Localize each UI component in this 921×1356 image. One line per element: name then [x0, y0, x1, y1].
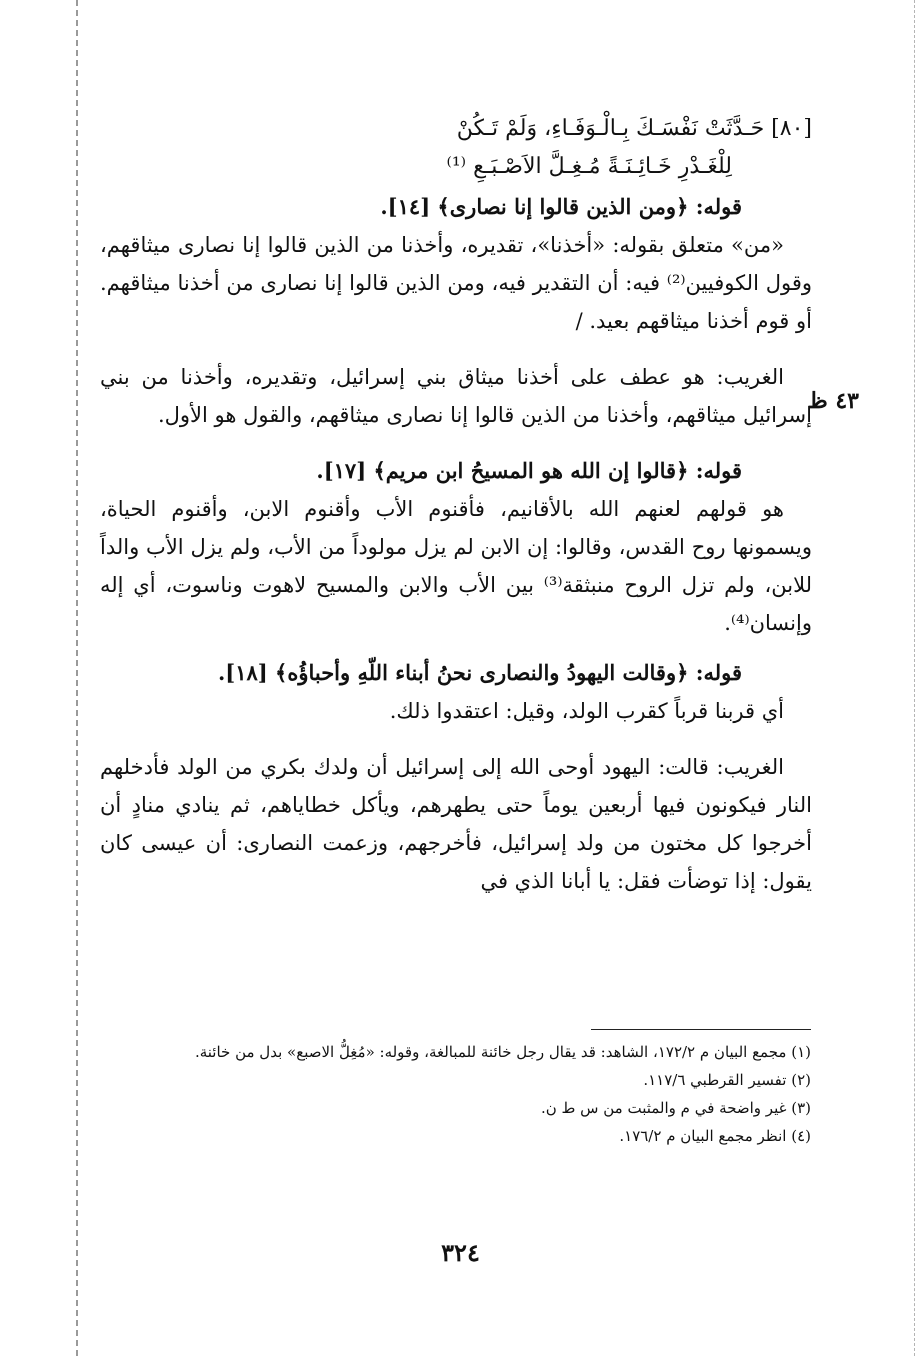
footnote-4: (٤) انظر مجمع البيان م ١٧٦/٢.	[619, 1127, 811, 1145]
manuscript-folio-note: ٤٣ ظ	[807, 388, 859, 414]
quran-citation-heading: قوله: ﴿قالوا إن الله هو المسيحُ ابن مريم﴾ [١٧].	[316, 458, 742, 483]
poem-verse-line-2: لِلْغَـدْرِ خَـائِـنَـةً مُـغِـلَّ الاَصْـبَـعِ ⁽¹⁾	[446, 154, 732, 179]
gharib-paragraph: الغريب: قالت: اليهود أوحى الله إلى إسرائيل أن ولدك بكري من الولد فأدخلهم النار فيكونون فيها أربعين يوماً حتى يطهرهم، ويأكل خطاياهم، ثم ينادي منادٍ أن أخرجوا كل مختون من ولد إسرائيل، فأخرجهم، وزعمت النصارى: أن عيسى كان يقول: إذا توضأت فقل: يا أبانا الذي في	[100, 755, 812, 893]
footnote-3: (٣) غير واضحة في م والمثبت من س ط ن.	[540, 1099, 811, 1117]
commentary-paragraph: هو قولهم لعنهم الله بالأقانيم، فأقنوم الأب وأقنوم الابن، وأقنوم الحياة، ويسمونها روح القدس، وقالوا: إن الابن لم يزل مولوداً من الأب، ولم يزل الأب والداً للابن، ولم تزل الروح منبثقة⁽³⁾ بين الأب والابن والمسيح لاهوت وناسوت، أي إله وإنسان⁽⁴⁾.	[100, 497, 812, 635]
quran-citation-heading: قوله: ﴿وقالت اليهودُ والنصارى نحنُ أبناء اللّهِ وأحباؤُه﴾ [١٨].	[217, 660, 742, 685]
footnote-1: (١) مجمع البيان م ١٧٢/٢، الشاهد: قد يقال رجل خائنة للمبالغة، وقوله: «مُغِلُّ الاصبع» بدل من خائنة.	[194, 1043, 811, 1061]
quran-citation-heading: قوله: ﴿ومن الذين قالوا إنا نصارى﴾ [١٤].	[380, 194, 742, 219]
commentary-paragraph: أي قربنا قرباً كقرب الولد، وقيل: اعتقدوا ذلك.	[389, 699, 784, 723]
footnotes	[109, 1038, 811, 1150]
scan-edge-left	[76, 0, 78, 1356]
page-number: ٣٢٤	[441, 1238, 480, 1267]
gharib-paragraph: الغريب: هو عطف على أخذنا ميثاق بني إسرائيل، وتقديره، وأخذنا من بني إسرائيل ميثاقهم، وأخذنا من الذين قالوا إنا نصارى ميثاقهم، والقول هو الأول.	[100, 365, 812, 427]
footnote-2: (٢) تفسير القرطبي ١١٧/٦.	[643, 1071, 811, 1089]
poem-verse-line-1: [٨٠] حَـدَّثَتْ نَفْسَـكَ بِـالْـوَفَـاءِ، وَلَمْ تَـكُنْ	[456, 116, 812, 141]
scan-edge-right	[914, 0, 915, 1356]
commentary-paragraph: «من» متعلق بقوله: «أخذنا»، تقديره، وأخذنا من الذين قالوا إنا نصارى ميثاقهم، وقول الكوفيين⁽²⁾ فيه: أن التقدير فيه، ومن الذين قالوا إنا نصارى من أخذنا ميثاقهم. أو قوم أخذنا ميثاقهم بعيد. /	[100, 233, 813, 333]
main-text	[100, 110, 812, 900]
footnote-separator	[591, 1029, 811, 1030]
